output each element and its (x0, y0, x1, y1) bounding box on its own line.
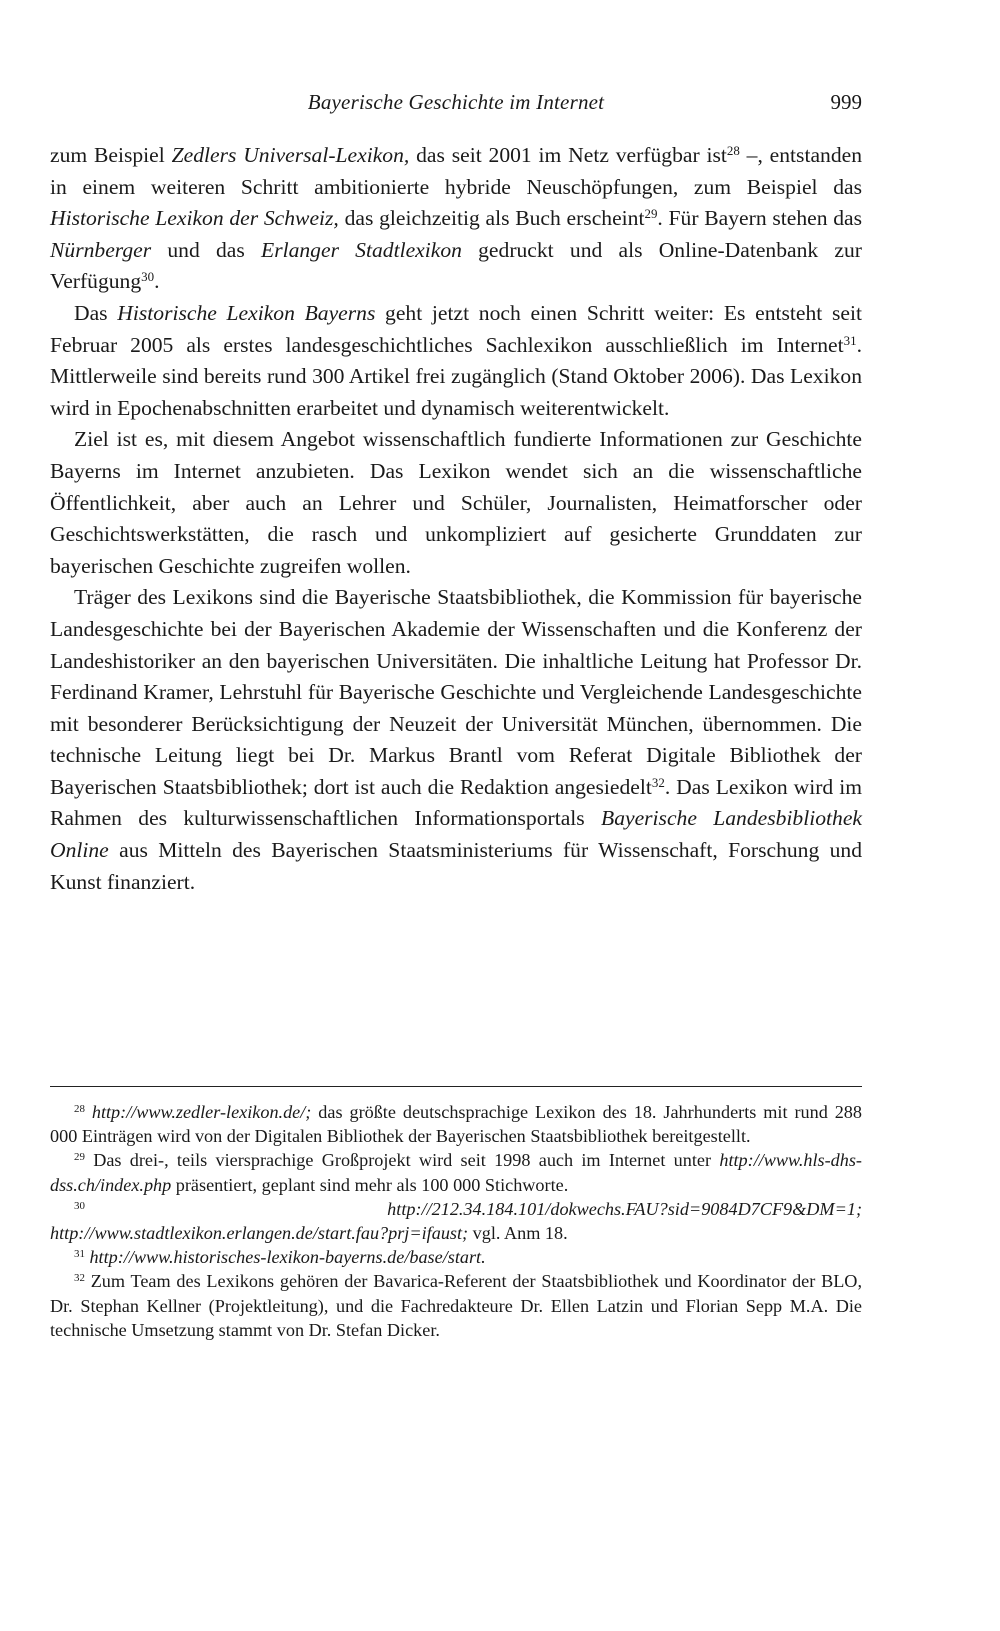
footnote-ref-29: 29 (644, 206, 658, 222)
text-run: Das drei-, teils viersprachige Großprojekt wird seit 1998 auch im Internet unter (84, 1150, 720, 1171)
text-run: und das (151, 237, 261, 262)
text-run: Ziel ist es, mit diesem Angebot wissenschaftlich fundierte Informationen zur Geschichte Bayerns im Internet anzubieten. Das Lexikon wendet sich an die wissenschaftliche Öffentlichkeit, aber auch an Lehrer und Schüler, Journalisten, Heimatforscher oder Geschichtswerkstätten, die rasch und unkompliziert auf gesicherte Grunddaten zur bayerischen Geschichte zugreifen wollen. (50, 427, 862, 578)
text-run: Das (74, 300, 118, 325)
footnote-32 (50, 1269, 862, 1342)
paragraph-4 (50, 582, 862, 898)
footnote-url: http://www.hls-dhs-dss.ch/index.php (50, 1150, 862, 1195)
footnote-number: 30 (74, 1199, 85, 1212)
text-run: –, entstanden in einem weiteren Schritt ambitionierte hybride Neuschöpfungen, zum Beispiel das (50, 143, 863, 199)
footnote-number: 28 (74, 1103, 85, 1115)
text-run: zum Beispiel (50, 143, 172, 167)
footnote-ref-28: 28 (726, 142, 740, 158)
footnote-28 (50, 1100, 862, 1148)
text-run: geht jetzt noch einen Schritt weiter: Es entsteht seit Februar 2005 als erstes landesgeschichtliches Sachlexikon ausschließlich im Internet (50, 300, 862, 357)
italic-title: Nürnberger (50, 237, 152, 262)
paragraph-3 (50, 424, 862, 582)
text-run: . Mittlerweile sind bereits rund 300 Artikel frei zugänglich (Stand Oktober 2006). Das Lexikon wird in Epochenabschnitten erarbeitet und dynamisch weiterentwickelt. (50, 332, 862, 420)
italic-title: Erlanger Stadtlexikon (261, 237, 462, 262)
footnote-url: http://212.34.184.101/dokwechs.FAU?sid=9084D7CF9&DM=1; http://www.stadtlexikon.erlangen.de/start.fau?prj=ifaust; (50, 1198, 862, 1244)
text-run: das seit 2001 im Netz verfügbar ist (409, 143, 727, 167)
text-run: gedruckt und als Online-Datenbank zur Verfügung (50, 237, 862, 294)
footnote-divider (50, 1086, 862, 1087)
body-text (50, 140, 862, 898)
text-run: aus Mitteln des Bayerischen Staatsministeriums für Wissenschaft, Forschung und Kunst finanziert. (50, 838, 862, 894)
footnote-url: http://www.zedler-lexikon.de/; (91, 1102, 312, 1122)
italic-title: Bayerische Landesbibliothek Online (50, 806, 862, 863)
italic-title: Zedlers Universal-Lexikon, (171, 143, 410, 167)
paragraph-2 (50, 298, 862, 424)
text-run: . Für Bayern stehen das (657, 206, 863, 231)
text-run: . (154, 269, 160, 294)
footnote-number: 29 (74, 1151, 85, 1164)
text-run: vgl. Anm 18. (468, 1223, 568, 1244)
page-header (50, 90, 862, 120)
text-run: Träger des Lexikons sind die Bayerische Staatsbibliothek, die Kommission für bayerische Landesgeschichte bei der Bayerischen Akademie der Wissenschaften und die Konferenz der Landeshistoriker an den bayerischen Universitäten. Die inhaltliche Leitung hat Professor Dr. Ferdinand Kramer, Lehrstuhl für Bayerische Geschichte und Vergleichende Landesgeschichte mit besonderer Berücksichtigung der Neuzeit der Universität München, übernommen. Die technische Leitung liegt bei Dr. Markus Brantl vom Referat Digitale Bibliothek der Bayerischen Staatsbibliothek; dort ist auch die Redaktion angesiedelt (50, 585, 862, 799)
page-number: 999 (830, 90, 862, 114)
footnote-number: 31 (74, 1248, 85, 1261)
footnote-ref-30: 30 (141, 269, 155, 285)
footnote-ref-31: 31 (843, 332, 857, 348)
text-run: präsentiert, geplant sind mehr als 100 000 Stichworte. (171, 1174, 569, 1195)
footnote-29 (50, 1148, 862, 1196)
footnote-number: 32 (74, 1272, 85, 1285)
text-run: Zum Team des Lexikons gehören der Bavarica-Referent der Staatsbibliothek und Koordinator der BLO, Dr. Stephan Kellner (Projektleitung), und die Fachredakteure Dr. Ellen Latzin und Florian Sepp M.A. Die technische Umsetzung stammt von Dr. Stefan Dicker. (50, 1271, 862, 1340)
italic-title: Historische Lexikon der Schweiz, (50, 206, 339, 231)
text-run: das größte deutschsprachige Lexikon des 18. Jahrhunderts mit rund 288 000 Einträgen wird von der Digitalen Bibliothek der Bayerischen Staatsbibliothek bereitgestellt. (50, 1102, 862, 1147)
footnote-30 (50, 1197, 862, 1245)
text-run: . Das Lexikon wird im Rahmen des kulturwissenschaftlichen Informationsportals (50, 774, 862, 831)
text-run: das gleichzeitig als Buch erscheint (338, 206, 645, 231)
footnotes (50, 1100, 862, 1342)
running-title: Bayerische Geschichte im Internet (307, 90, 605, 114)
paragraph-1 (50, 140, 862, 298)
italic-title: Historische Lexikon Bayerns (117, 300, 376, 325)
footnote-url: http://www.historisches-lexikon-bayerns.de/base/start. (89, 1247, 486, 1268)
footnote-ref-32: 32 (651, 774, 665, 790)
footnote-31 (50, 1245, 862, 1269)
